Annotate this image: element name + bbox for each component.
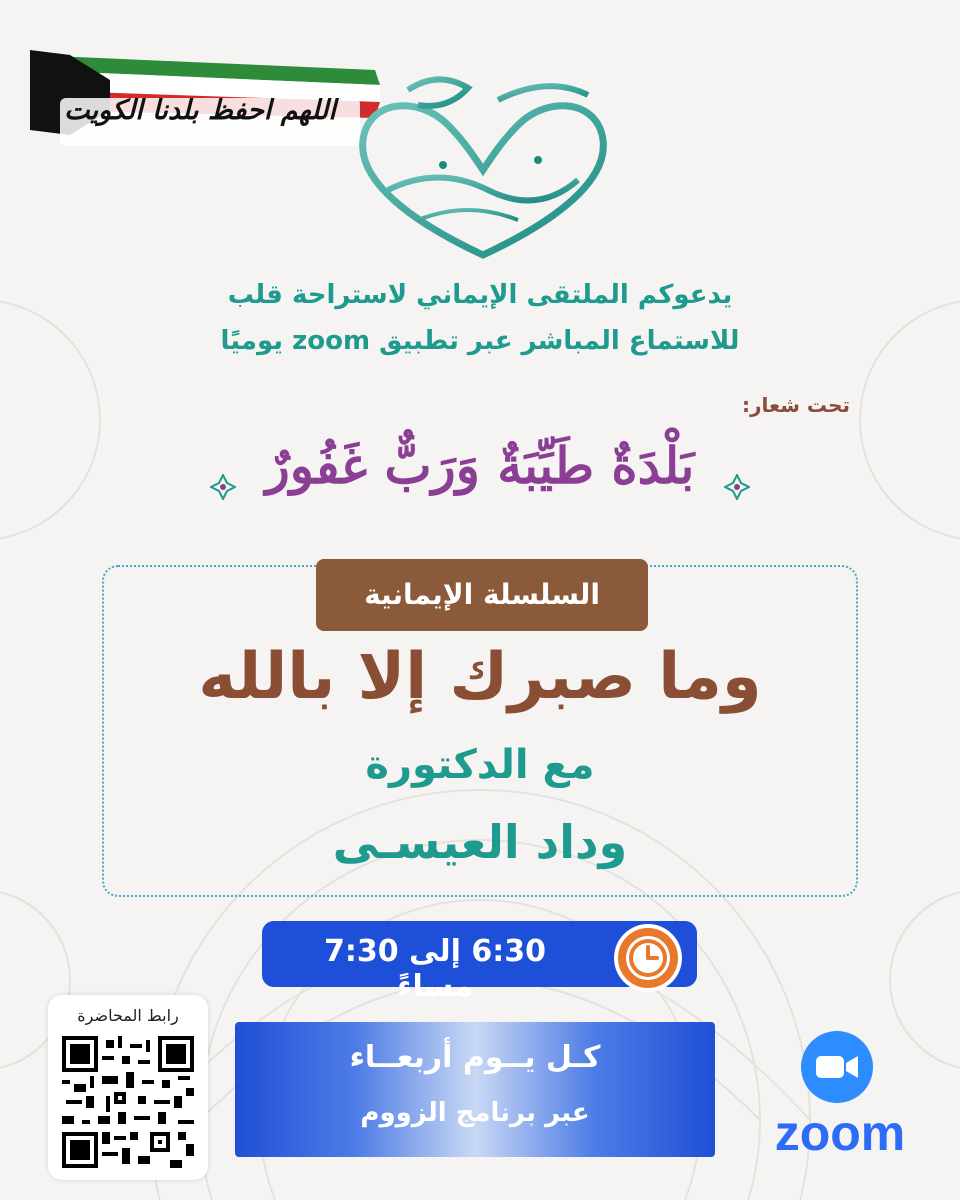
lecture-title: وما صبرك إلا بالله (198, 640, 762, 714)
series-tag: السلسلة الإيمانية (316, 559, 648, 631)
clock-icon (612, 922, 684, 994)
qr-code[interactable] (62, 1036, 194, 1168)
invitation-line-1: يدعوكم الملتقى الإيماني لاستراحة قلب (227, 280, 733, 310)
slogan-label: تحت شعار: (741, 393, 850, 417)
zoom-camera-icon[interactable] (800, 1030, 874, 1104)
zoom-wordmark-text: zoom (774, 1108, 906, 1158)
with-doctor-label: مع الدكتورة (365, 742, 595, 788)
ornament-icon (724, 474, 750, 500)
zoom-wordmark (755, 1108, 925, 1158)
invitation-line-2: للاستماع المباشر عبر تطبيق zoom يوميًا (220, 326, 740, 356)
weekday-text: كـل يــوم أربعــاء (349, 1040, 601, 1075)
platform-text: عبر برنامج الزووم (360, 1098, 590, 1128)
slogan-text: بَلْدَةٌ طَيِّبَةٌ وَرَبٌّ غَفُورٌ (265, 436, 695, 495)
time-text: 6:30 إلى 7:30 مساءً (323, 934, 547, 1004)
speaker-name: وداد العيسـى (332, 815, 628, 869)
heart-calligraphy-logo (348, 70, 618, 265)
invitation-text (180, 272, 780, 364)
qr-label: رابط المحاضرة (77, 1006, 179, 1025)
banner-prayer-text: اللهم احفظ بلدنا الكويت (64, 95, 336, 126)
